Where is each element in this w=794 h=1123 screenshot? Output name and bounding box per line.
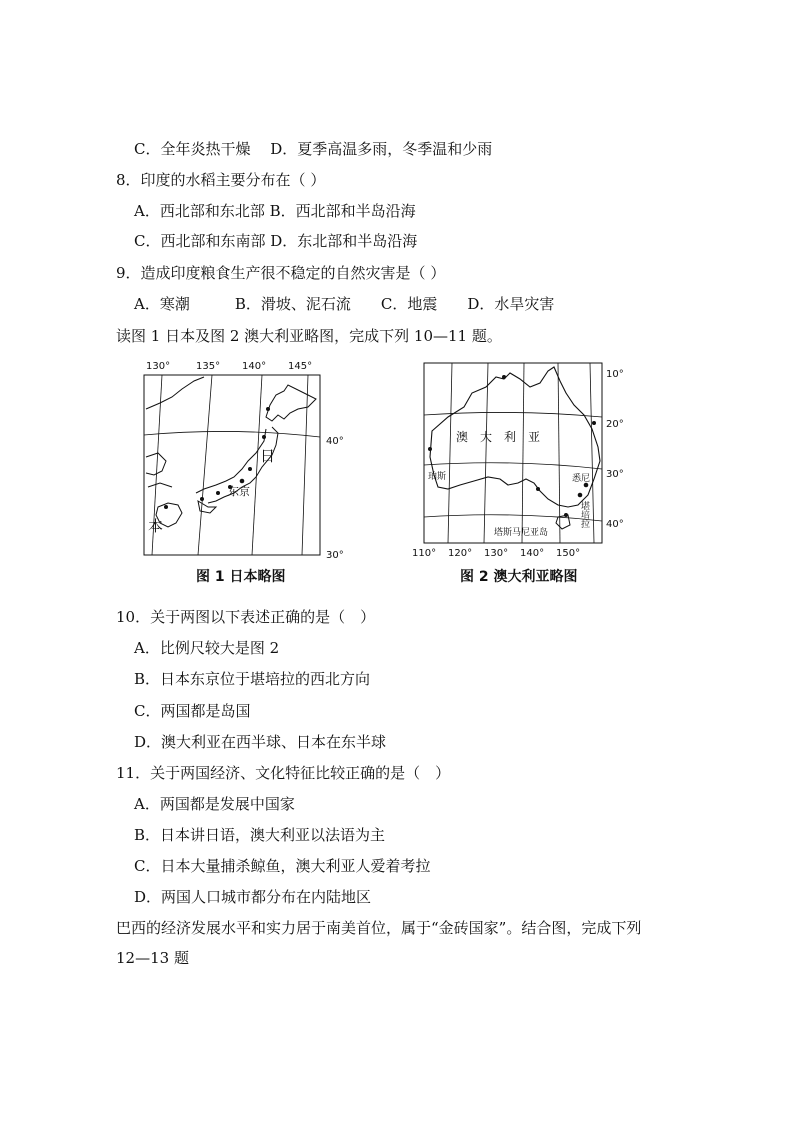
q10-option-d: D．澳大利亚在西半球、日本在东半球 (134, 733, 387, 751)
q10-option-b: B．日本东京位于堪培拉的西北方向 (134, 670, 371, 688)
q9-options: A．寒潮 B．滑坡、泥石流 C．地震 D．水旱灾害 (134, 295, 555, 313)
fig1-city-tokyo: 东京 (228, 485, 250, 498)
fig2-lon-120: 120° (448, 548, 473, 559)
q8-option-ab: A．西北部和东北部 B．西北部和半岛沿海 (134, 202, 416, 220)
q7-option-cd: C．全年炎热干燥 D．夏季高温多雨，冬季温和少雨 (134, 140, 493, 158)
fig1-lat-40: 40° (326, 436, 344, 447)
fig1-lon-140: 140° (242, 361, 267, 372)
q10-option-c: C．两国都是岛国 (134, 702, 251, 720)
fig2-city-sydney: 悉尼 (572, 474, 591, 484)
fig2-lat-30: 30° (606, 469, 624, 480)
fig1-lon-145: 145° (288, 361, 313, 372)
q10-option-a: A．比例尺较大是图 2 (134, 639, 280, 657)
q11-option-b: B．日本讲日语，澳大利亚以法语为主 (134, 826, 386, 844)
fig2-caption: 图 2 澳大利亚略图 (460, 569, 578, 585)
fig2-lon-110: 110° (412, 548, 437, 559)
fig2-lon-140: 140° (520, 548, 545, 559)
fig2-city-canberra: 堪培拉 (579, 501, 589, 528)
fig2-lat-40: 40° (606, 519, 624, 530)
fig1-caption: 图 1 日本略图 (196, 569, 286, 585)
fig2-lon-130: 130° (484, 548, 509, 559)
fig2-lat-10: 10° (606, 369, 624, 380)
japan-map (138, 357, 350, 562)
fig2-lon-150: 150° (556, 548, 581, 559)
fig1-country-label-ben: 本 (148, 517, 164, 535)
australia-map (408, 357, 640, 562)
q11-stem: 11．关于两国经济、文化特征比较正确的是（ ） (116, 764, 451, 782)
q11-option-d: D．两国人口城市都分布在内陆地区 (134, 888, 372, 906)
fig2-city-perth: 珀斯 (428, 472, 447, 482)
fig1-country-label-ri: 日 (260, 447, 276, 465)
q9-stem: 9．造成印度粮食生产很不稳定的自然灾害是（ ） (116, 264, 446, 282)
fig1-lon-135: 135° (196, 361, 221, 372)
fig1-lat-30: 30° (326, 550, 344, 561)
fig1-lon-130: 130° (146, 361, 171, 372)
figure-instruction: 读图 1 日本及图 2 澳大利亚略图，完成下列 10—11 题。 (116, 327, 502, 345)
q11-option-c: C．日本大量捕杀鲸鱼，澳大利亚人爱着考拉 (134, 857, 431, 875)
q11-option-a: A．两国都是发展中国家 (134, 795, 295, 813)
q8-option-cd: C．西北部和东南部 D．东北部和半岛沿海 (134, 232, 418, 250)
q8-stem: 8．印度的水稻主要分布在（ ） (116, 171, 326, 189)
brazil-intro-cont: 12—13 题 (116, 949, 189, 967)
brazil-intro: 巴西的经济发展水平和实力居于南美首位，属于“金砖国家”。结合图，完成下列 (116, 919, 642, 937)
fig2-lat-20: 20° (606, 419, 624, 430)
fig2-country-label: 澳 大 利 亚 (456, 430, 541, 444)
fig2-island-tasmania: 塔斯马尼亚岛 (494, 528, 549, 538)
q10-stem: 10．关于两图以下表述正确的是（ ） (116, 608, 376, 626)
